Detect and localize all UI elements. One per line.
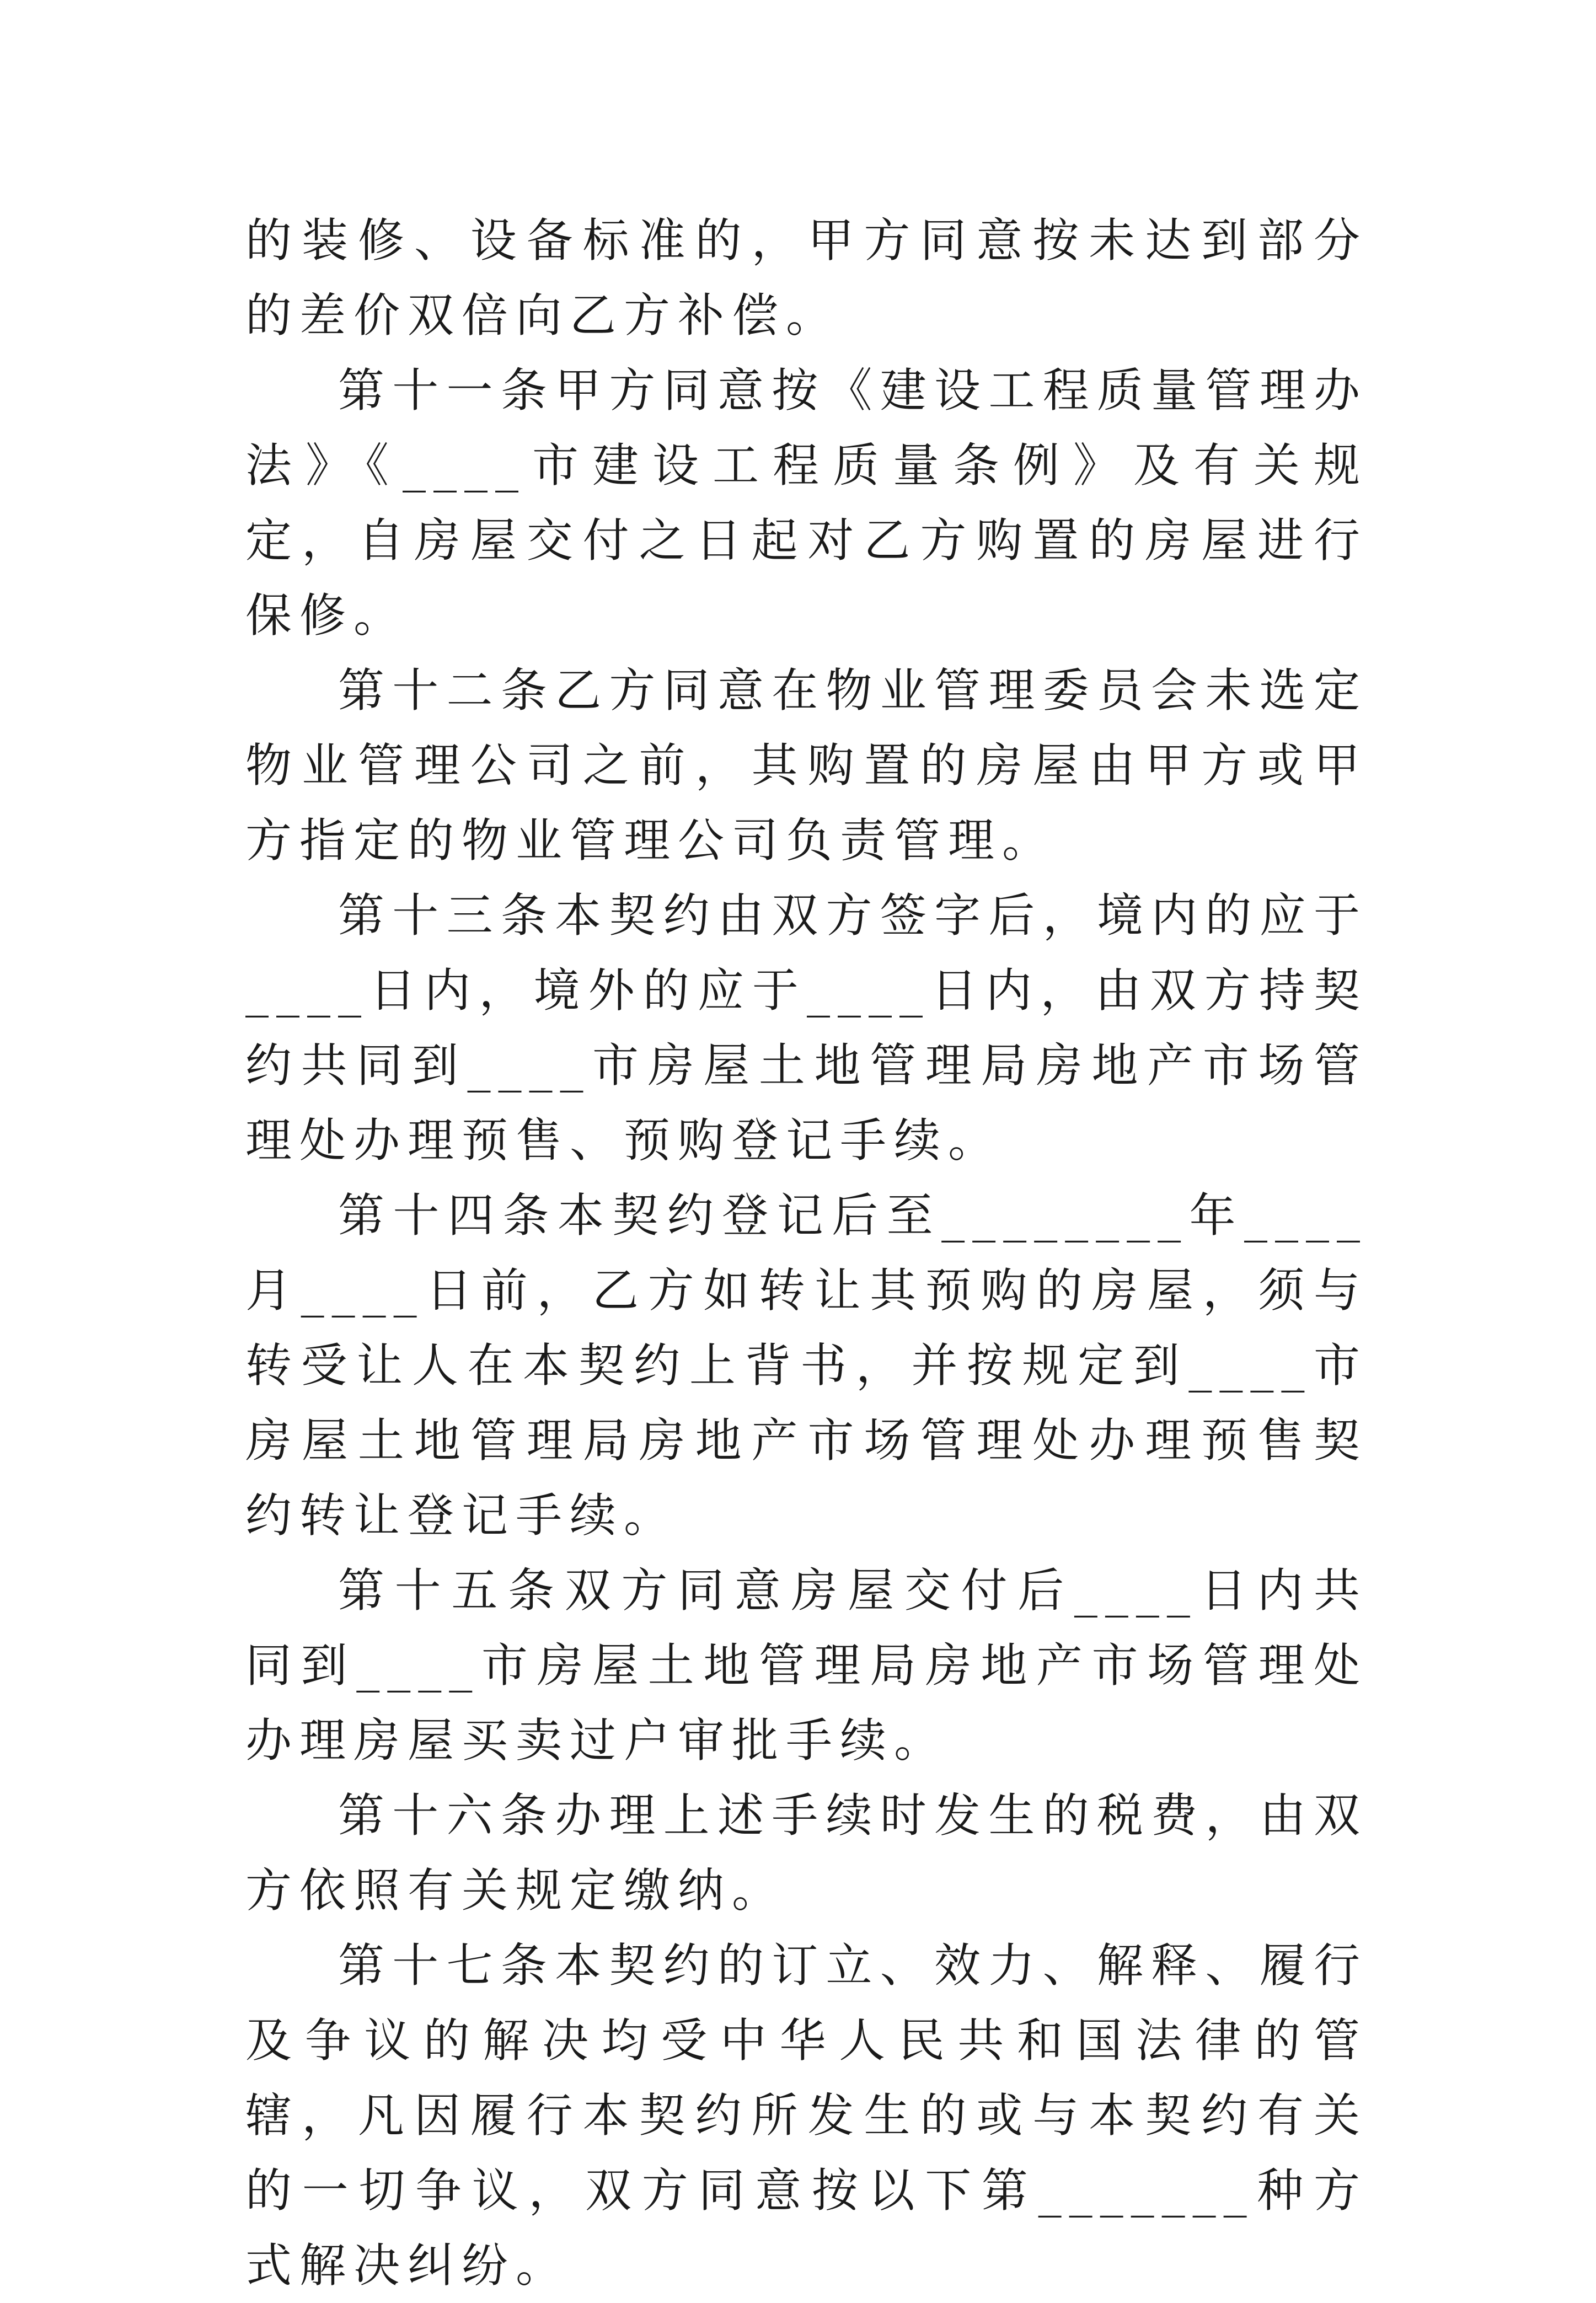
paragraph-article-11: 第十一条甲方同意按《建设工程质量管理办法》《____市建设工程质量条例》及有关规定，自房屋交付之日起对乙方购置的房屋进行保修。 <box>245 363 1368 642</box>
paragraph-article-14: 第十四条本契约登记后至________年____月____日前，乙方如转让其预购的房屋，须与转受让人在本契约上背书，并按规定到____市房屋土地管理局房地产市场管理处办理预售契约转让登记手续。 <box>245 1188 1368 1543</box>
paragraph-continuation: 的装修、设备标准的，甲方同意按未达到部分的差价双倍向乙方补偿。 <box>245 213 1368 342</box>
paragraph-article-17: 第十七条本契约的订立、效力、解释、履行及争议的解决均受中华人民共和国法律的管辖，凡因履行本契约所发生的或与本契约有关的一切争议，双方同意按以下第_______种方式解决纠纷。 <box>245 1938 1368 2293</box>
paragraph-article-13: 第十三条本契约由双方签字后，境内的应于____日内，境外的应于____日内，由双方持契约共同到____市房屋土地管理局房地产市场管理处办理预售、预购登记手续。 <box>245 888 1368 1167</box>
paragraph-article-16: 第十六条办理上述手续时发生的税费，由双方依照有关规定缴纳。 <box>245 1788 1368 1918</box>
paragraph-article-15: 第十五条双方同意房屋交付后____日内共同到____市房屋土地管理局房地产市场管理处办理房屋买卖过户审批手续。 <box>245 1563 1368 1768</box>
paragraph-article-12: 第十二条乙方同意在物业管理委员会未选定物业管理公司之前，其购置的房屋由甲方或甲方指定的物业管理公司负责管理。 <box>245 663 1368 867</box>
document-body <box>245 203 1368 2303</box>
